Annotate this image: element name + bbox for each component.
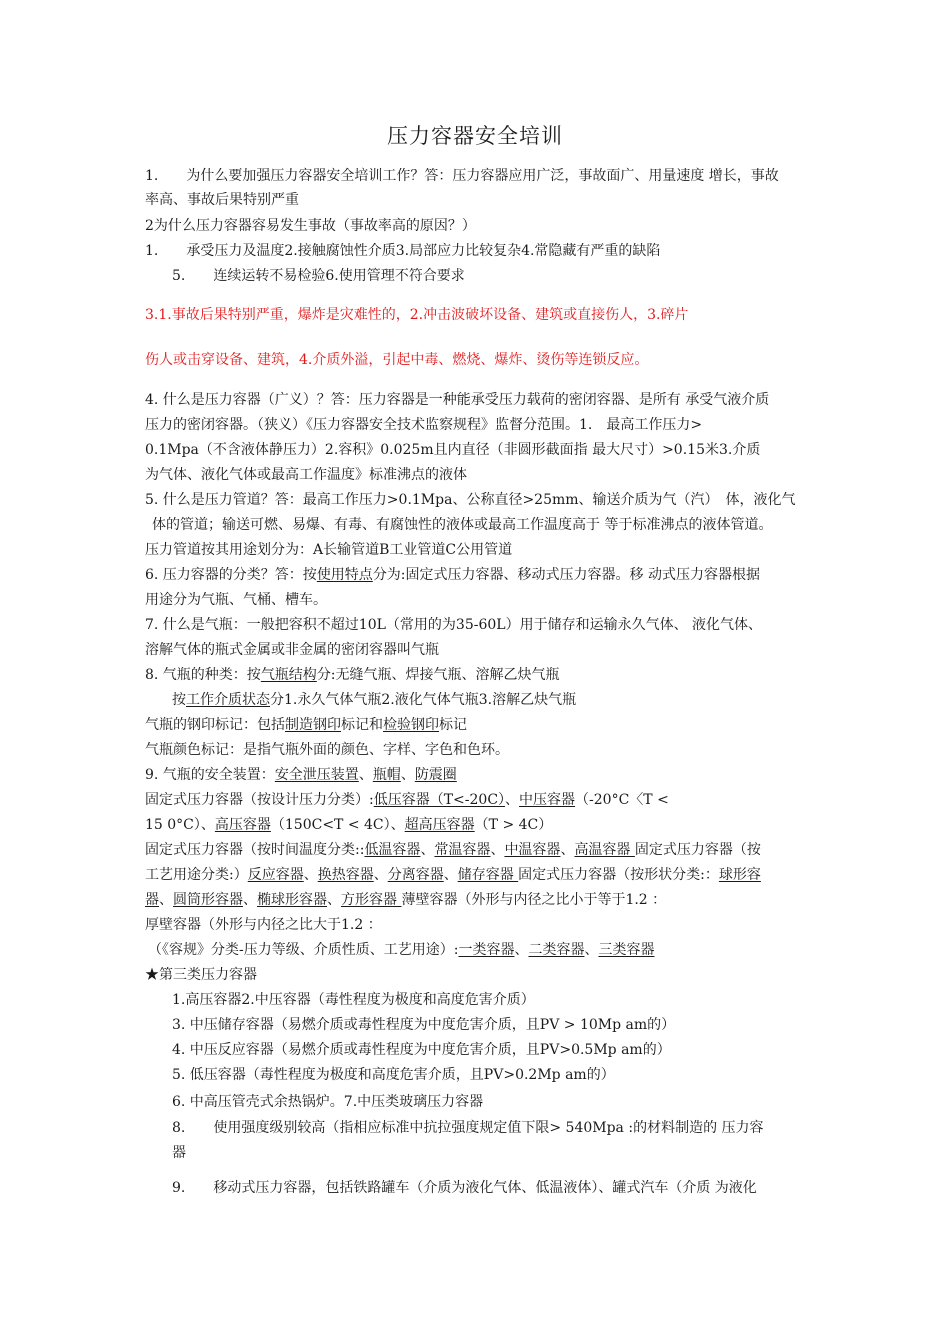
underlined-term: 安全泄压装置 [274,767,359,783]
underlined-term: 低温容器 [364,842,421,858]
underlined-term: 气瓶结构 [260,667,317,683]
text-line-red: 3.1.事故后果特别严重，爆炸是灾难性的，2.冲击波破坏设备、建筑或直接伤人，3.碎片 [145,307,689,323]
underlined-term: 制造钢印 [285,717,341,733]
text-line: 按工作介质状态分1.永久气体气瓶2.液化气体气瓶3.溶解乙炔气瓶 [172,692,577,708]
text-line: 8. 使用强度级别较高（指相应标准中抗拉强度规定值下限> 540Mpa :的材料制造的 压力容 [172,1120,764,1136]
underlined-term: 圆筒形容器 [173,892,243,908]
underlined-term: 瓶帽 [372,767,401,783]
text-line: 1. 承受压力及温度2.接触腐蚀性介质3.局部应力比较复杂4.常隐藏有严重的缺陷 [145,243,661,259]
text-line: 压力管道按其用途划分为：A长输管道B工业管道C公用管道 [145,542,513,558]
text-line: 器、圆筒形容器、椭球形容器、方形容器 薄壁容器（外形与内径之比小于等于1.2 ： [145,892,667,908]
text-line: 率高、事故后果特别严重 [145,192,299,208]
text-line: 6. 压力容器的分类？答：按使用特点分为:固定式压力容器、移动式压力容器。移 动式压力容器根据 [145,567,760,583]
underlined-term: 防震圈 [414,767,457,783]
text-line: 5. 连续运转不易检验6.使用管理不符合要求 [172,268,465,284]
text-line: 气瓶的钢印标记：包括制造钢印标记和检验钢印标记 [145,717,467,733]
underlined-term: 三类容器 [598,942,655,958]
text-line: 5. 什么是压力管道？答：最高工作压力>0.1Mpa、公称直径>25mm、输送介质为气（汽） 体，液化气 [145,492,796,508]
page-title: 压力容器安全培训 [387,124,563,148]
underlined-term: 换热容器 [317,867,374,883]
text-line: 器 [172,1145,186,1161]
text-line: 9. 气瓶的安全装置：安全泄压装置、瓶帽、防震圈 [145,767,457,783]
underlined-term: 球形容 [718,867,761,883]
text-line: 4. 什么是压力容器（广义）？答：压力容器是一种能承受压力载荷的密闭容器、是所有 承受气液介质 [145,392,770,408]
text-line: 5. 低压容器（毒性程度为极度和高度危害介质，且PV>0.2Mp am的） [172,1067,615,1083]
text-line: （《容规》分类-压力等级、介质性质、工艺用途）:一类容器、二类容器、三类容器 [148,942,655,958]
underlined-term: 超高压容器 [404,817,475,833]
underlined-term: 低压容器（T<-20C） [373,792,506,808]
underlined-term: 中压容器 [519,792,576,808]
underlined-term: 中温容器 [504,842,561,858]
text-line: 1. 为什么要加强压力容器安全培训工作？答：压力容器应用广泛，事故面广、用量速度 增长，事故 [145,168,779,184]
text-line: 0.1Mpa（不含液体静压力）2.容积》0.025m且内直径（非圆形截面指 最大尺寸）>0.15米3.介质 [145,442,761,458]
text-line: 工艺用途分类:）反应容器、换热容器、分离容器、储存容器 固定式压力容器（按形状分类:：球形容 [145,867,761,883]
text-line: 15 0°C）、高压容器（150C<T < 4C）、超高压容器（T > 4C） [145,817,553,833]
underlined-term: 反应容器 [247,867,304,883]
underlined-term: 一类容器 [458,942,515,958]
text-line: 固定式压力容器（按时间温度分类::低温容器、常温容器、中温容器、高温容器 固定式压力容器（按 [145,842,761,858]
underlined-term: 分离容器 [387,867,444,883]
text-line: 2为什么压力容器容易发生事故（事故率高的原因？） [145,218,476,234]
underlined-term: 椭球形容器 [257,892,327,908]
text-line: 固定式压力容器（按设计压力分类）:低压容器（T<-20C）、中压容器（-20°C〈T < [145,792,669,808]
text-line: 厚壁容器（外形与内径之比大于1.2 ： [145,917,382,933]
text-line: 4. 中压反应容器（易燃介质或毒性程度为中度危害介质，且PV>0.5Mp am的） [172,1042,671,1058]
text-line: 6. 中高压管壳式余热锅炉。7.中压类玻璃压力容器 [172,1094,484,1110]
text-line: 体的管道；输送可燃、易爆、有毒、有腐蚀性的液体或最高工作温度高于 等于标准沸点的液体管道。 [152,517,773,533]
text-line: 溶解气体的瓶式金属或非金属的密闭容器叫气瓶 [145,642,439,658]
underlined-term: 常温容器 [434,842,491,858]
underlined-term: 方形容器 [341,892,402,908]
underlined-term: 器 [145,892,159,908]
text-line: 3. 中压储存容器（易燃介质或毒性程度为中度危害介质，且PV > 10Mp am的） [172,1017,676,1033]
text-line: 用途分为气瓶、气桶、槽车。 [145,592,327,608]
text-line: 气瓶颜色标记：是指气瓶外面的颜色、字样、字色和色环。 [145,742,509,758]
underlined-term: 高压容器 [214,817,271,833]
underlined-term: 使用特点 [316,567,373,583]
text-line: 7. 什么是气瓶：一般把容积不超过10L（常用的为35-60L）用于储存和运输永久气体、 液化气体、 [145,617,763,633]
underlined-term: 高温容器 [574,842,635,858]
underlined-term: 检验钢印 [383,717,439,733]
text-line: ★第三类压力容器 [145,967,257,983]
text-line: 1.高压容器2.中压容器（毒性程度为极度和高度危害介质） [172,992,535,1008]
underlined-term: 二类容器 [528,942,585,958]
underlined-term: 工作介质状态 [186,692,270,708]
text-line-red: 伤人或击穿设备、建筑，4.介质外溢，引起中毒、燃烧、爆炸、烫伤等连锁反应。 [145,352,649,368]
underlined-term: 储存容器 [457,867,519,883]
text-line: 8. 气瓶的种类：按气瓶结构分:无缝气瓶、焊接气瓶、溶解乙炔气瓶 [145,667,560,683]
text-line: 9. 移动式压力容器，包括铁路罐车（介质为液化气体、低温液体）、罐式汽车（介质 为液化 [172,1180,757,1196]
text-line: 压力的密闭容器。（狭义）《压力容器安全技术监察规程》监督分范围。1. 最高工作压力> [145,417,703,433]
text-line: 为气体、液化气体或最高工作温度》标准沸点的液体 [145,467,467,483]
